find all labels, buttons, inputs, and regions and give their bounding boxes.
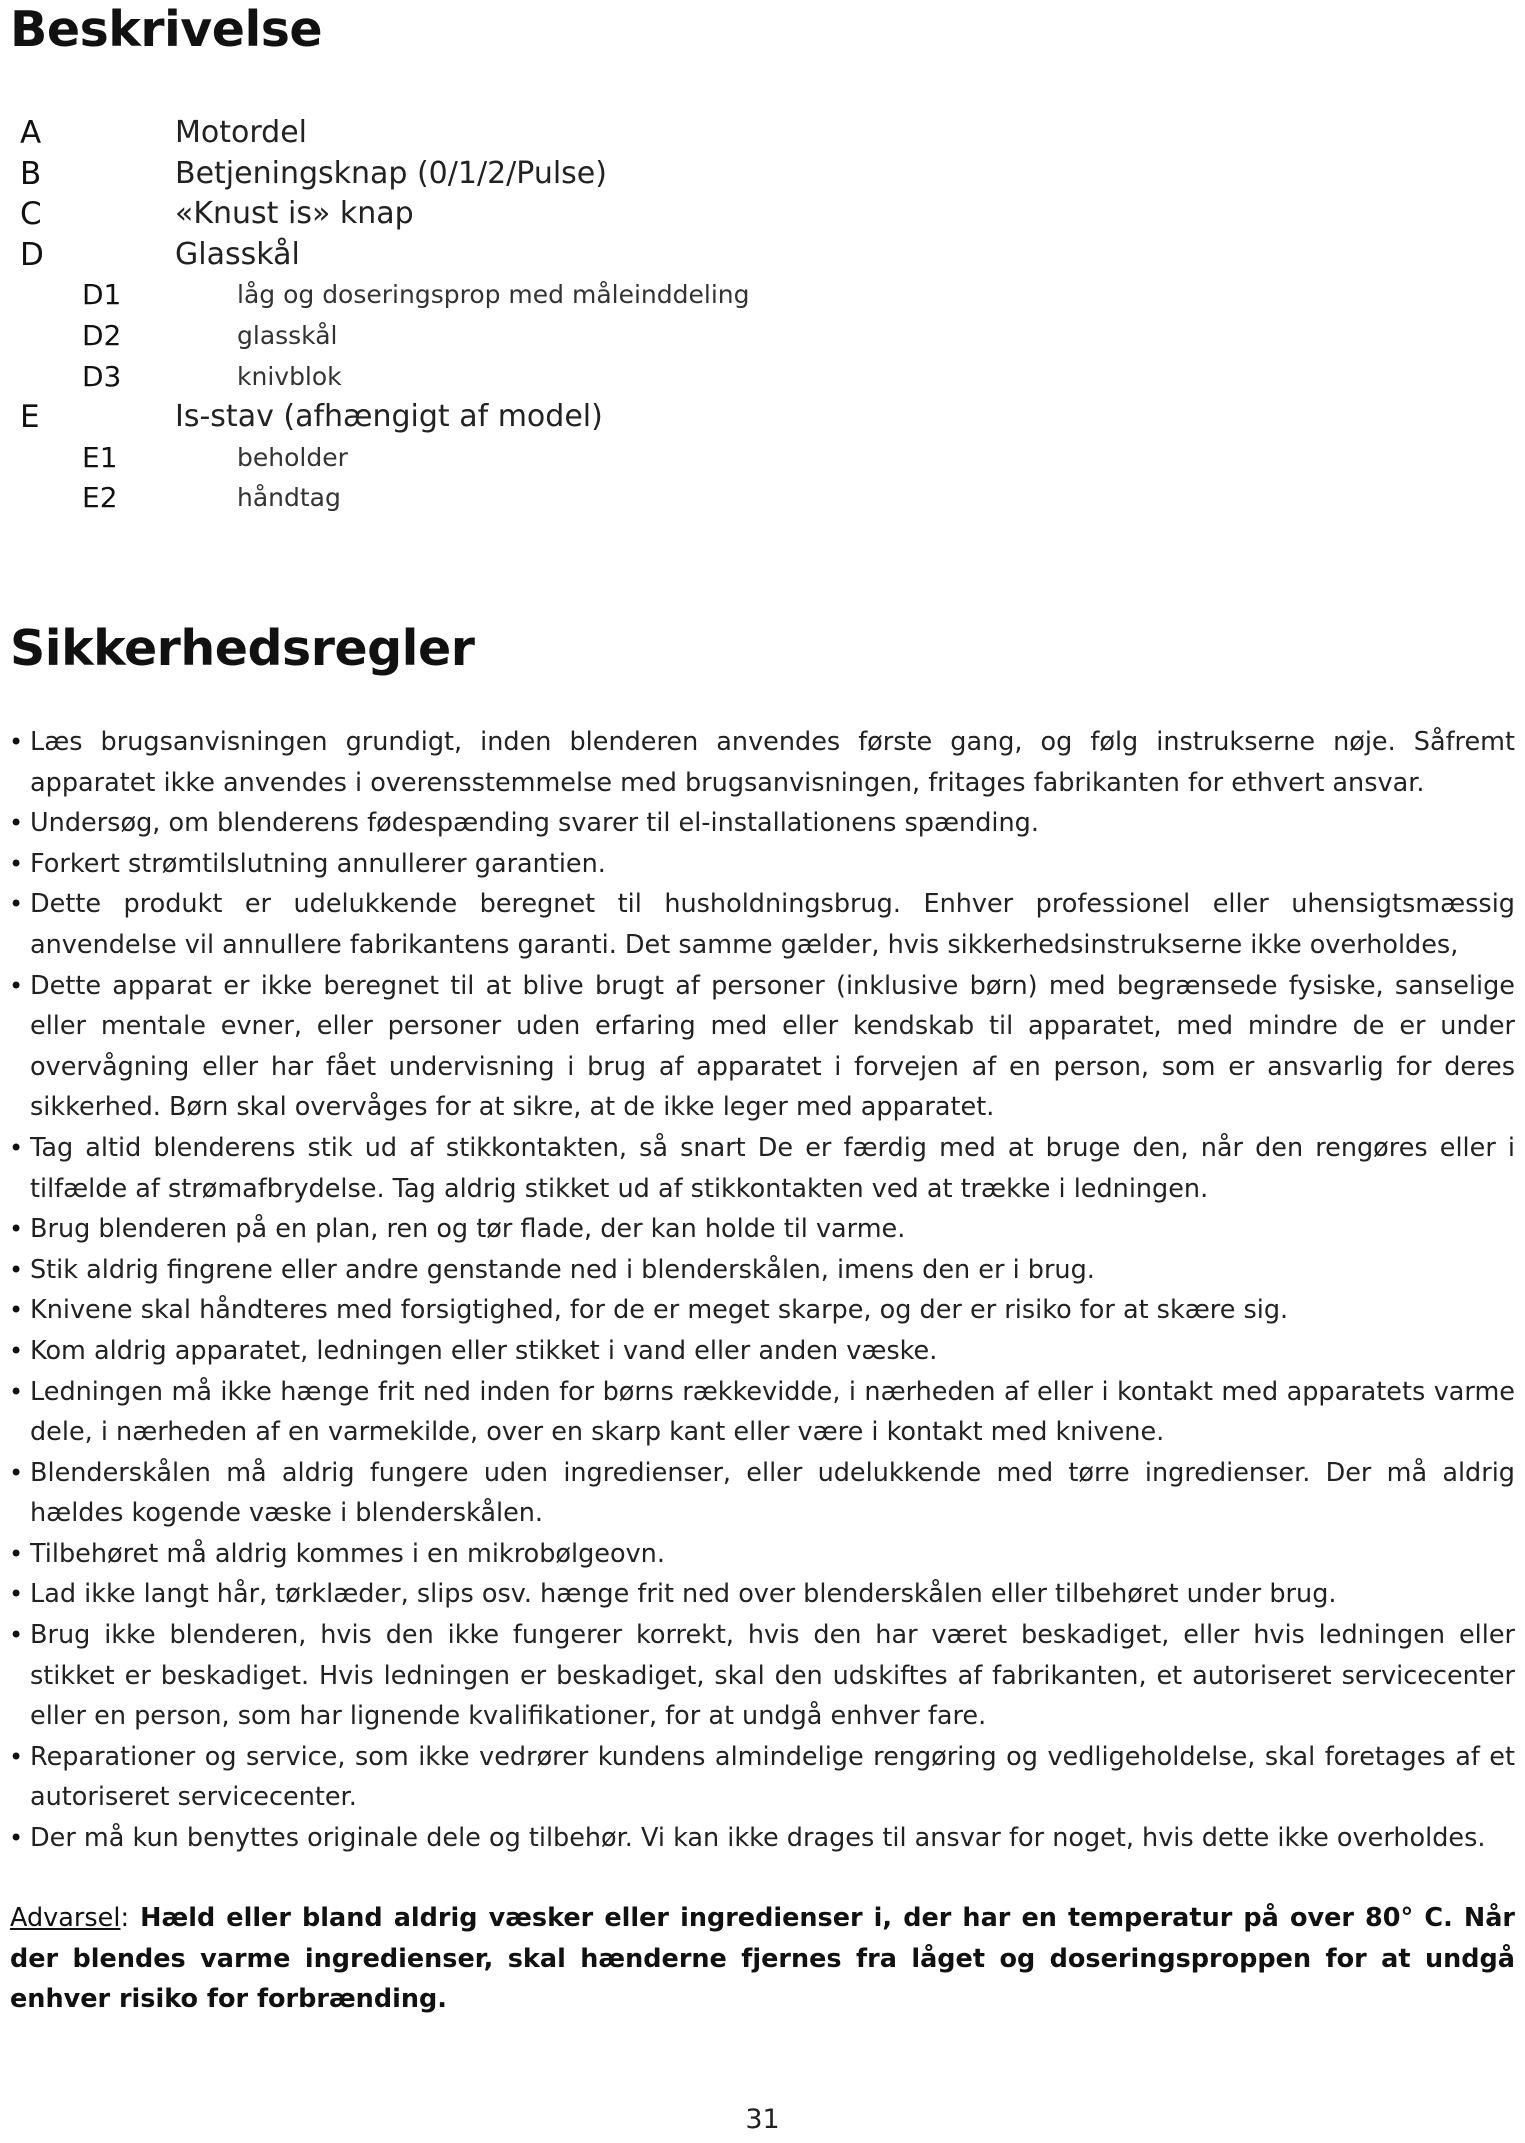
safety-rule-text: Blenderskålen må aldrig fungere uden ingredienser, eller udelukkende med tørre ingredienser. Der må aldrig hældes kogende væske i blenderskålen. xyxy=(30,1457,1515,1529)
safety-rule-text: Dette apparat er ikke beregnet til at blive brugt af personer (inklusive børn) med begrænsede fysiske, sanselige eller mentale evner, eller personer uden erfaring med eller kendskab til apparatet, med mindre de er under overvågning eller har fået undervisning i brug af apparatet i forvejen af en person, som er ansvarlig for deres sikkerhed. Børn skal overvåges for at sikre, at de ikke leger med apparatet. xyxy=(30,970,1515,1123)
safety-rules-list xyxy=(0,722,1515,1859)
part-label: glasskål xyxy=(237,321,338,350)
safety-rule-text: Reparationer og service, som ikke vedrører kundens almindelige rengøring og vedligeholdelse, skal foretages af et autoriseret servicecenter. xyxy=(30,1741,1515,1813)
bullet-icon: • xyxy=(9,1458,24,1487)
parts-list-item xyxy=(0,275,1525,315)
part-label: låg og doseringsprop med måleinddeling xyxy=(237,280,750,310)
safety-rule-item xyxy=(0,1331,1515,1372)
safety-rule-item xyxy=(0,1290,1515,1331)
warning-paragraph xyxy=(10,1898,1515,2020)
bullet-icon: • xyxy=(9,728,24,756)
safety-rule-text: Der må kun benyttes originale dele og tilbehør. Vi kan ikke drages til ansvar for noget, hvis dette ikke overholdes. xyxy=(30,1823,1486,1854)
safety-rule-item xyxy=(0,803,1515,844)
safety-rule-text: Tag altid blenderens stik ud af stikkontakten, så snart De er færdig med at bruge den, når den rengøres eller i tilfælde af strømafbrydelse. Tag aldrig stikket ud af stikkontakten ved at trække i ledningen. xyxy=(30,1132,1515,1204)
safety-rule-text: Stik aldrig fingrene eller andre genstande ned i blenderskålen, imens den er i brug. xyxy=(30,1254,1095,1285)
safety-rule-item xyxy=(0,844,1515,885)
bullet-icon: • xyxy=(9,1824,24,1853)
bullet-icon: • xyxy=(9,1133,24,1162)
part-label: Betjeningsknap (0/1/2/Pulse) xyxy=(175,155,607,191)
safety-rule-item xyxy=(0,1574,1515,1615)
part-label: beholder xyxy=(237,442,348,472)
bullet-icon: • xyxy=(9,1377,24,1406)
part-label: Is-stav (afhængigt af model) xyxy=(175,399,603,435)
part-code: D2 xyxy=(82,319,122,352)
part-label: Motordel xyxy=(175,115,307,150)
parts-list-item xyxy=(0,397,1525,437)
safety-rule-text: Undersøg, om blenderens fødespænding svarer til el-installationens spænding. xyxy=(30,808,1039,839)
warning-separator: : xyxy=(120,1903,130,1933)
bullet-icon: • xyxy=(9,849,24,878)
parts-list-item xyxy=(0,194,1525,234)
safety-rule-item xyxy=(0,1534,1515,1575)
warning-label: Advarsel xyxy=(10,1903,121,1933)
safety-rule-item xyxy=(0,1453,1515,1534)
parts-list-item xyxy=(0,113,1525,153)
bullet-icon: • xyxy=(9,1580,24,1609)
bullet-icon: • xyxy=(9,971,24,1000)
safety-rule-item xyxy=(0,1209,1515,1250)
safety-rule-item xyxy=(0,1372,1515,1453)
bullet-icon: • xyxy=(9,1742,24,1771)
section-title-description: Beskrivelse xyxy=(10,1,323,58)
safety-rule-item xyxy=(0,1615,1515,1737)
page-number: 31 xyxy=(745,2104,780,2135)
part-label: knivblok xyxy=(237,361,342,391)
part-code: D1 xyxy=(82,278,122,312)
part-code: B xyxy=(20,155,42,192)
safety-rule-text: Ledningen må ikke hænge frit ned inden for børns rækkevidde, i nærheden af eller i kontakt med apparatets varme dele, i nærheden af en varmekilde, over en skarp kant eller være i kontakt med knivene. xyxy=(30,1376,1515,1448)
safety-rule-text: Læs brugsanvisningen grundigt, inden blenderen anvendes første gang, og følg instrukserne nøje. Såfremt apparatet ikke anvendes i overensstemmelse med brugsanvisningen, fritages fabrikanten for ethvert ansvar. xyxy=(30,727,1515,798)
warning-text: Hæld eller bland aldrig væsker eller ingredienser i, der har en temperatur på over 80° C. Når der blendes varme ingredienser, skal hænderne fjernes fra låget og doseringsproppen for at undgå enhver risiko for forbrænding. xyxy=(10,1903,1515,2015)
safety-rule-text: Dette produkt er udelukkende beregnet til husholdningsbrug. Enhver professionel eller uhensigtsmæssig anvendelse vil annullere fabrikantens garanti. Det samme gælder, hvis sikkerhedsinstrukserne ikke overholdes, xyxy=(30,889,1515,960)
safety-rule-text: Lad ikke langt hår, tørklæder, slips osv. hænge frit ned over blenderskålen eller tilbehøret under brug. xyxy=(30,1579,1337,1610)
part-label: «Knust is» knap xyxy=(175,196,414,232)
parts-list-item xyxy=(0,316,1525,356)
safety-rule-item xyxy=(0,1818,1515,1859)
parts-list-item xyxy=(0,235,1525,275)
section-title-safety: Sikkerhedsregler xyxy=(10,620,475,677)
parts-list-item xyxy=(0,154,1525,194)
safety-rule-text: Brug ikke blenderen, hvis den ikke fungerer korrekt, hvis den har været beskadiget, eller hvis ledningen eller stikket er beskadiget. Hvis ledningen er beskadiget, skal den udskiftes af fabrikanten, et autoriseret servicecenter eller en person, som har lignende kvalifikationer, for at undgå enhver fare. xyxy=(30,1620,1515,1732)
parts-list-item xyxy=(0,438,1525,478)
bullet-icon: • xyxy=(9,1255,24,1284)
safety-rule-text: Forkert strømtilslutning annullerer garantien. xyxy=(30,848,606,879)
safety-rule-item xyxy=(0,1250,1515,1291)
parts-list-item xyxy=(0,478,1525,518)
bullet-icon: • xyxy=(9,890,24,919)
part-label: håndtag xyxy=(237,483,341,513)
safety-rule-text: Brug blenderen på en plan, ren og tør flade, der kan holde til varme. xyxy=(30,1214,906,1245)
parts-list-item xyxy=(0,357,1525,397)
part-code: D3 xyxy=(82,359,122,393)
part-code: E xyxy=(20,399,40,436)
safety-rule-text: Knivene skal håndteres med forsigtighed, for de er meget skarpe, og der er risiko for at skære sig. xyxy=(30,1295,1289,1326)
part-code: A xyxy=(20,115,42,151)
safety-rule-item xyxy=(0,966,1515,1128)
bullet-icon: • xyxy=(9,1539,24,1568)
part-code: E1 xyxy=(82,440,118,474)
part-code: C xyxy=(20,196,42,233)
safety-rule-text: Kom aldrig apparatet, ledningen eller stikket i vand eller anden væske. xyxy=(30,1335,938,1366)
bullet-icon: • xyxy=(9,1336,24,1365)
bullet-icon: • xyxy=(9,1215,24,1244)
part-code: E2 xyxy=(82,481,118,515)
safety-rule-item xyxy=(0,1128,1515,1209)
safety-rule-item xyxy=(0,722,1515,803)
part-label: Glasskål xyxy=(175,236,300,272)
safety-rule-text: Tilbehøret må aldrig kommes i en mikrobølgeovn. xyxy=(30,1538,665,1569)
safety-rule-item xyxy=(0,884,1515,965)
bullet-icon: • xyxy=(9,1296,24,1325)
bullet-icon: • xyxy=(9,1621,24,1650)
safety-rule-item xyxy=(0,1737,1515,1818)
part-code: D xyxy=(20,236,44,273)
bullet-icon: • xyxy=(9,809,24,838)
